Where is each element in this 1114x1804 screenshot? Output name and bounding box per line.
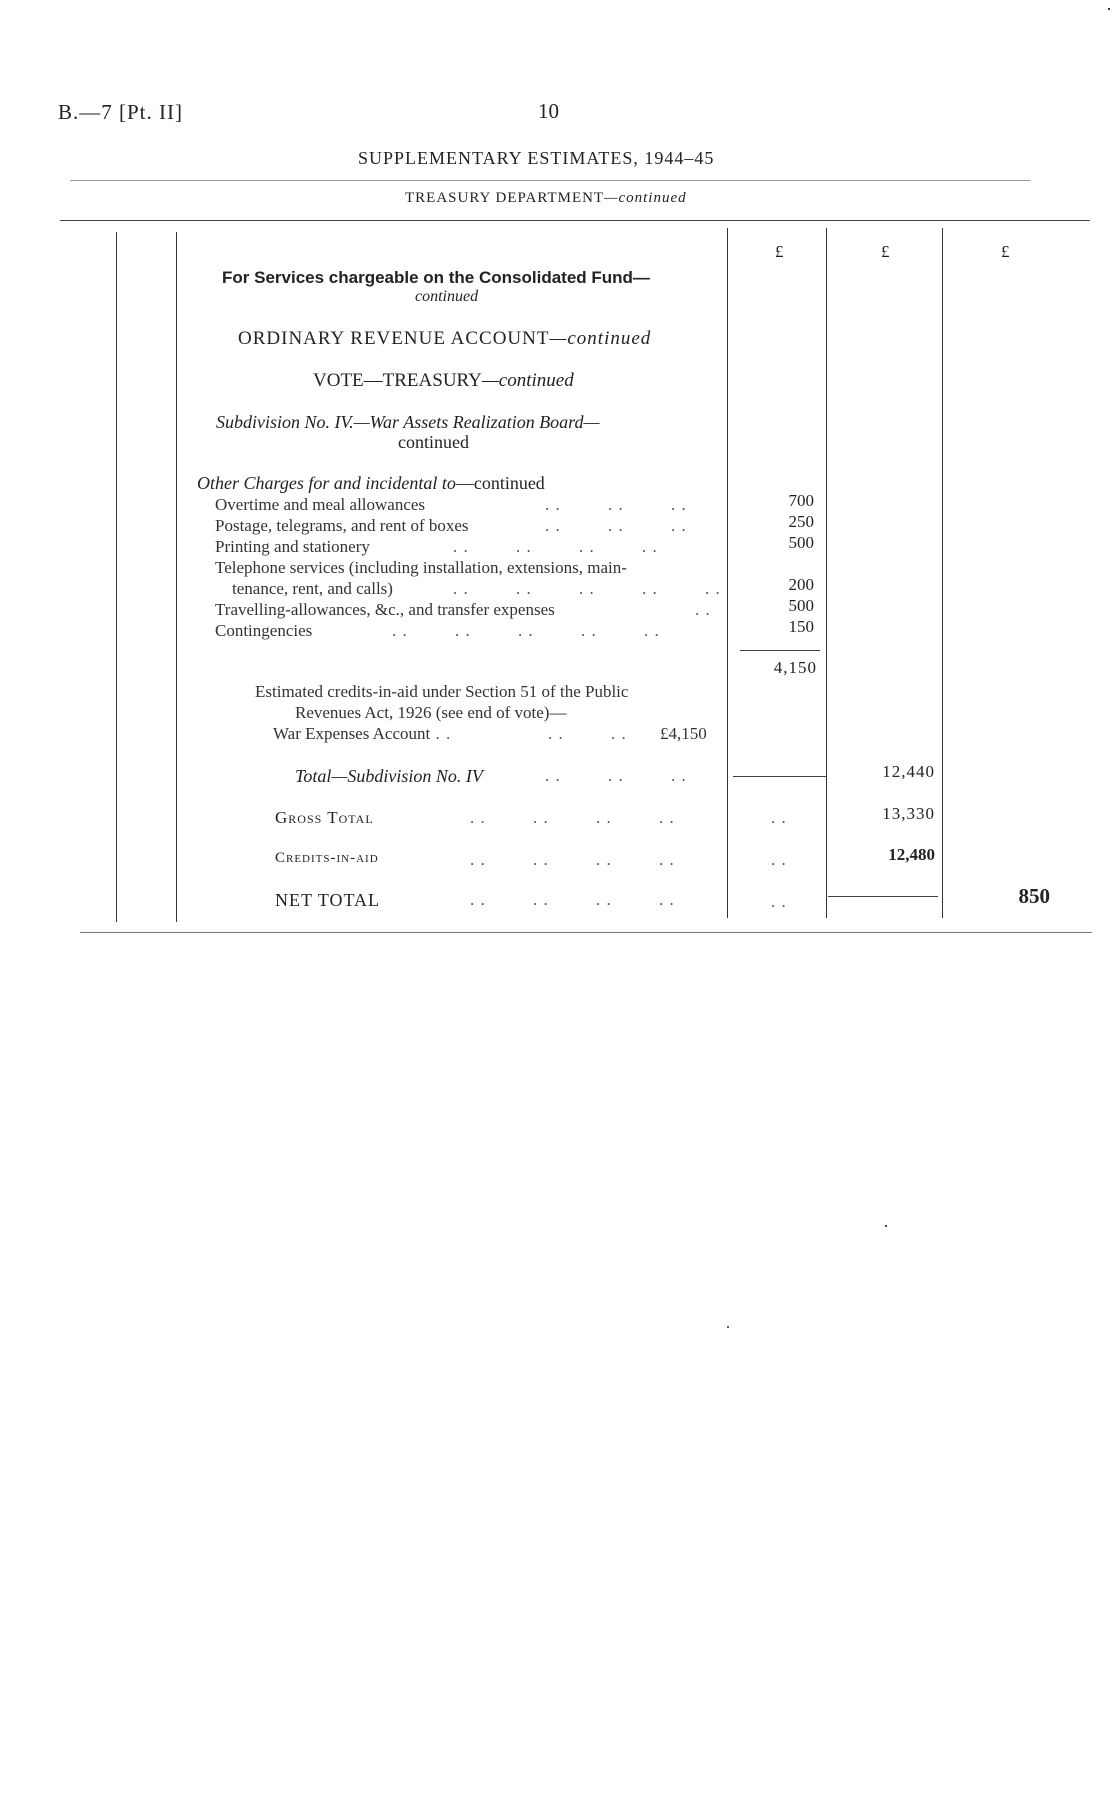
leader-dots: . . . . . . . . [470, 808, 675, 827]
item-label-travelling: Travelling-allowances, &c., and transfer expenses [215, 600, 555, 619]
column-pound-3: £ [1001, 242, 1010, 261]
vote-continued: —continued [481, 370, 574, 391]
leader-dots: . . . . . . . . . . [392, 621, 660, 640]
department-title [405, 190, 687, 207]
credits-note-line-2: Revenues Act, 1926 (see end of vote)— [295, 703, 567, 722]
net-total-rule [828, 896, 938, 897]
scan-speck [1108, 8, 1110, 10]
leader-dots: . . . . . . [545, 516, 687, 535]
other-charges-title: Other Charges for and incidental to [197, 473, 456, 493]
credits-note-line-3: War Expenses Account . . [273, 724, 452, 743]
leader-dots: . . . . . . . . [453, 537, 658, 556]
item-label-telephone-cont: tenance, rent, and calls) [232, 579, 393, 598]
total-subdivision-value: 12,440 [882, 762, 935, 781]
item-label-telephone: Telephone services (including installation, extensions, main- [215, 558, 627, 577]
subdivision-heading: Subdivision No. IV.—War Assets Realization Board— [216, 412, 600, 432]
table-bottom-rule [80, 932, 1092, 933]
vote-heading [313, 370, 574, 392]
credits-in-aid-value: 12,480 [888, 845, 935, 864]
gross-total-label: Gross Total [275, 808, 374, 827]
column-rule-1 [727, 228, 728, 918]
vote-name: VOTE—TREASURY [313, 370, 482, 391]
table-top-rule [60, 220, 1090, 221]
leader-dots: . . . . . . [545, 495, 687, 514]
subtotal-rule [740, 650, 820, 651]
gross-nil-marker: . . [771, 808, 787, 827]
credits-note-account: War Expenses Account [273, 724, 431, 743]
leader-dots: . . . . . . . . [470, 890, 675, 909]
column-pound-1: £ [775, 242, 784, 261]
scan-speck [727, 1326, 729, 1328]
subdivision-total-rule [733, 776, 826, 777]
column-rule-2 [826, 228, 827, 918]
leader-dots: . . . . . . [545, 766, 687, 785]
credits-in-aid-label: Credits-in-aid [275, 850, 379, 866]
credits-note-amount: £4,150 [660, 724, 707, 743]
department-name: TREASURY DEPARTMENT [405, 190, 605, 206]
other-charges-heading [197, 473, 545, 494]
net-total-value: 850 [1018, 884, 1050, 908]
account-heading [238, 328, 651, 350]
item-amount-travelling: 500 [788, 596, 814, 615]
subtotal-amount: 4,150 [773, 658, 817, 677]
subdivision-continued: continued [398, 432, 469, 452]
item-label-overtime: Overtime and meal allowances [215, 495, 426, 514]
document-title: SUPPLEMENTARY ESTIMATES, 1944–45 [358, 148, 715, 168]
credits-note-line-1: Estimated credits-in-aid under Section 51 of the Public [255, 682, 629, 701]
net-nil-marker: . . [771, 892, 787, 911]
account-name: ORDINARY REVENUE ACCOUNT [238, 328, 550, 349]
scan-speck [885, 1225, 887, 1227]
section-heading: For Services chargeable on the Consolidated Fund— [222, 268, 650, 287]
other-charges-continued: —continued [455, 473, 545, 493]
left-margin-rule-1 [116, 232, 117, 922]
column-pound-2: £ [881, 242, 890, 261]
department-continued: —continued [604, 190, 687, 206]
leader-dots: . . . . [548, 724, 627, 743]
item-label-printing: Printing and stationery [215, 537, 370, 556]
net-total-label: NET TOTAL [275, 890, 381, 910]
item-label-contingencies: Contingencies [215, 621, 313, 640]
leader-dots: . . . . . . . . . . [453, 579, 721, 598]
gross-total-value: 13,330 [882, 804, 935, 823]
title-rule [70, 180, 1030, 181]
total-subdivision-label: Total—Subdivision No. IV [295, 766, 483, 786]
left-margin-rule-2 [176, 232, 177, 922]
item-amount-postage: 250 [788, 512, 814, 531]
item-label-postage: Postage, telegrams, and rent of boxes [215, 516, 469, 535]
column-rule-3 [942, 228, 943, 918]
item-amount-contingencies: 150 [788, 617, 814, 636]
credits-nil-marker: . . [771, 850, 787, 869]
item-amount-overtime: 700 [788, 491, 814, 510]
account-continued: —continued [549, 328, 652, 349]
leader-dots: . . [695, 600, 711, 619]
page-number: 10 [538, 99, 559, 123]
leader-dots: . . . . . . . . [470, 850, 675, 869]
item-amount-printing: 500 [788, 533, 814, 552]
item-amount-telephone: 200 [788, 575, 814, 594]
section-heading-continued: continued [415, 288, 479, 305]
report-reference: B.—7 [Pt. II] [58, 100, 183, 124]
